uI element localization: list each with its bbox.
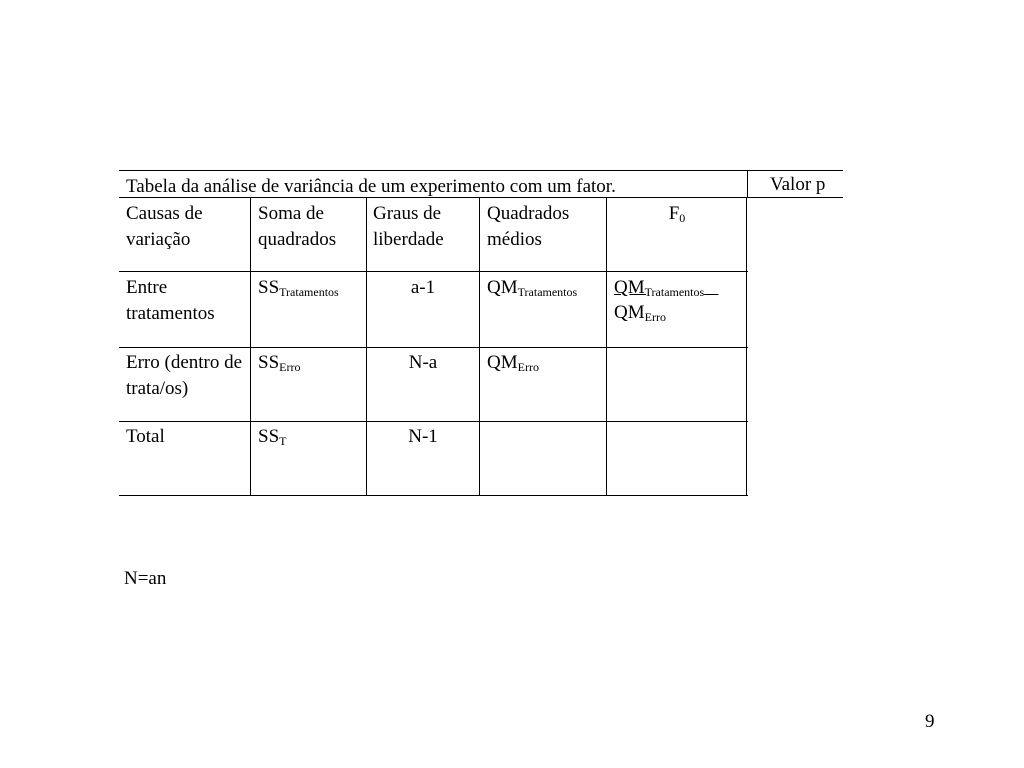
header-rule bbox=[119, 197, 843, 198]
row-entre-f-denominator: $QM_{Erro}$ bbox=[614, 302, 666, 324]
row-entre-qm: $QM_{Tratamentos}$ bbox=[487, 277, 578, 299]
row-total-gl: N-1 bbox=[408, 426, 438, 447]
row-entre-gl: a-1 bbox=[410, 277, 436, 298]
table-bottom-rule bbox=[119, 495, 748, 496]
row-entre-causa: Entre tratamentos bbox=[126, 277, 215, 324]
valor-p-left-border bbox=[747, 170, 748, 198]
row-total-causa: Total bbox=[126, 426, 165, 447]
row-erro-qm: $QM_{Erro}$ bbox=[487, 352, 539, 374]
table-caption: Tabela da análise de variância de um experimento com um fator. bbox=[126, 176, 616, 197]
column-divider-1 bbox=[250, 197, 251, 495]
column-divider-3 bbox=[479, 197, 480, 495]
valor-p-label: Valor p bbox=[770, 174, 826, 195]
column-divider-2 bbox=[366, 197, 367, 495]
row-erro-gl: N-a bbox=[408, 352, 438, 373]
page-number: 9 bbox=[925, 711, 935, 732]
table-top-rule bbox=[119, 170, 843, 171]
header-quadrados: Quadrados médios bbox=[487, 203, 570, 250]
header-f0: $F_0$ bbox=[668, 203, 686, 225]
row-erro-ss: $SS_{Erro}$ bbox=[258, 352, 301, 374]
header-graus: Graus de liberdade bbox=[373, 203, 444, 250]
row-entre-f-numerator: $QM_{Tratamentos}$ bbox=[614, 277, 705, 299]
column-divider-4 bbox=[606, 197, 607, 495]
row-rule-3 bbox=[119, 421, 748, 422]
row-entre-ss: $SS_{Tratamentos}$ bbox=[258, 277, 339, 299]
table-right-border bbox=[746, 197, 747, 495]
row-erro-causa: Erro (dentro de trata/os) bbox=[126, 352, 243, 399]
row-rule-1 bbox=[119, 271, 748, 272]
row-rule-2 bbox=[119, 347, 748, 348]
header-causas: Causas de variação bbox=[126, 203, 203, 250]
row-total-ss: $SS_T$ bbox=[258, 426, 287, 448]
footnote: N=an bbox=[124, 568, 167, 589]
header-soma: Soma de quadrados bbox=[258, 203, 337, 250]
